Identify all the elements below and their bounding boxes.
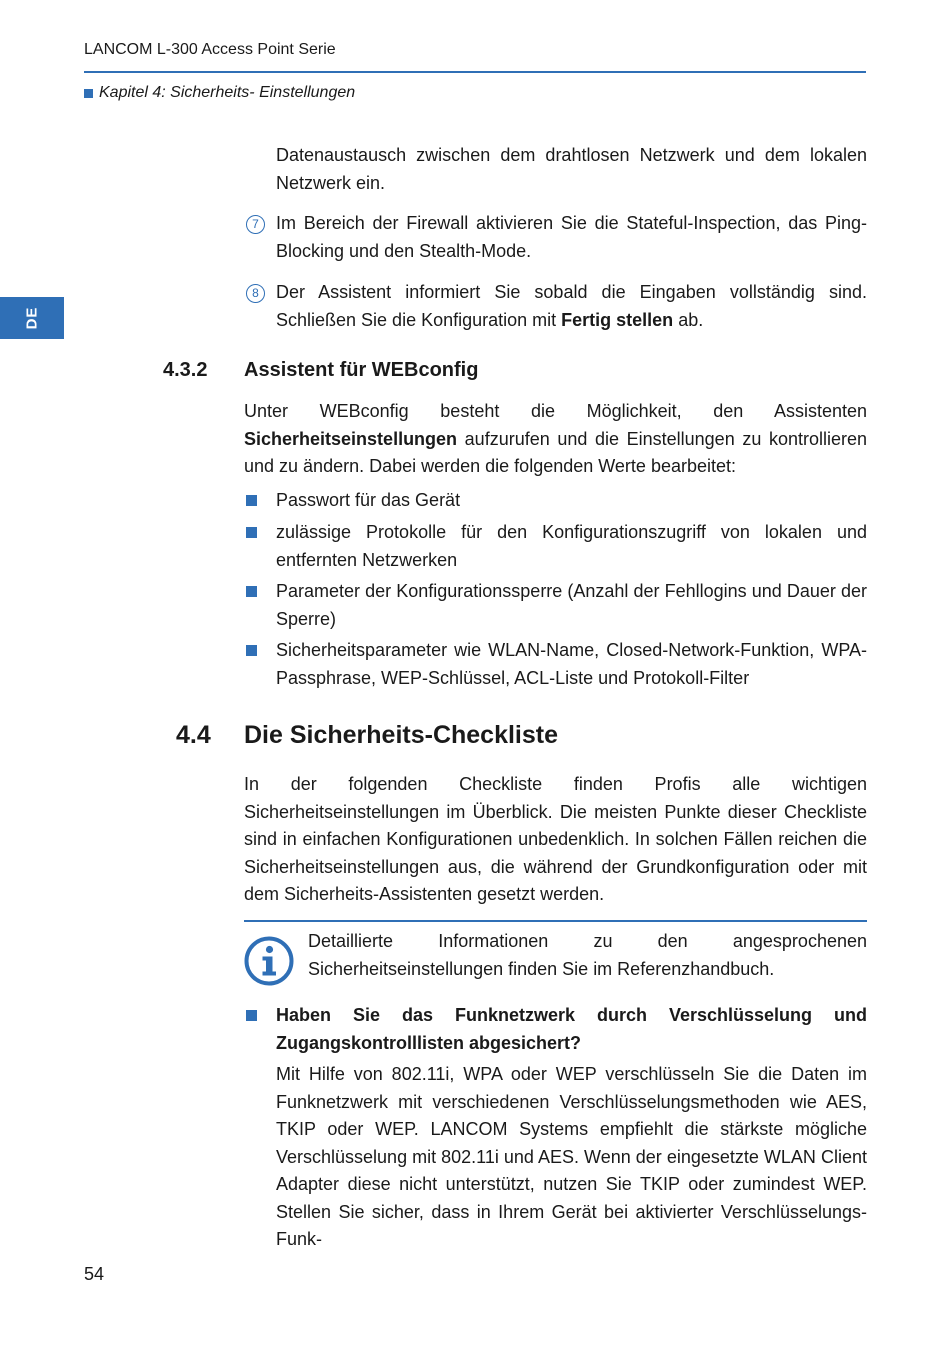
section-paragraph: In der folgenden Checkliste finden Profis alle wichtigen Sicherheitseinstellungen im Überblick. Die meisten Punkte dieser Checkliste sind in einfachen Konfigurationen unbedenklich. In solchen Fällen reichen die Sicherheitseinstellungen aus, die während der Grundkonfiguration oder mit dem Sicherheits-Assistenten gesetzt werden.: [244, 774, 867, 904]
step-text: [276, 279, 867, 334]
running-header-title: LANCOM L-300 Access Point Serie: [84, 41, 336, 58]
step-number: 7: [246, 215, 265, 234]
section-paragraph-post: aufzurufen und die Einstellungen zu kontrollieren und zu ändern. Dabei werden die folgenden Werte bearbeitet:: [244, 428, 867, 476]
info-icon: [244, 936, 294, 986]
checklist-question: Haben Sie das Funknetzwerk durch Verschlüsselung und Zugangskontrolllisten abgesichert?: [276, 1005, 867, 1053]
bullet-marker: [246, 1010, 257, 1021]
header-rule: [84, 71, 866, 73]
section-number: 4.3.2: [163, 359, 208, 381]
step-number: 8: [246, 284, 265, 303]
section-number: 4.4: [176, 721, 211, 749]
bullet-item: Passwort für das Gerät: [276, 490, 461, 510]
step-text-bold: Fertig stellen: [561, 309, 674, 330]
bullet-item: Parameter der Konfigurationssperre (Anzahl der Fehllogins und Dauer der Sperre): [276, 581, 867, 629]
section-title: Assistent für WEBconfig: [244, 359, 479, 381]
bullet-item: zulässige Protokolle für den Konfigurationszugriff von lokalen und entfernten Netzwerken: [276, 522, 867, 570]
language-tab-label: DE: [23, 306, 41, 330]
bullet-item: Sicherheitsparameter wie WLAN-Name, Closed-Network-Funktion, WPA-Passphrase, WEP-Schlüssel, ACL-Liste und Protokoll-Filter: [276, 640, 867, 688]
checklist-answer: Mit Hilfe von 802.11i, WPA oder WEP verschlüsseln Sie die Daten im Funknetzwerk mit verschiedenen Verschlüsselungsmethoden wie AES, TKIP oder WEP. LANCOM Systems empfiehlt die stärkste mögliche Verschlüsselung mit 802.11i und AES. Wenn der eingesetzte WLAN Client Adapter diese nicht unterstützt, nutzen Sie TKIP oder zumindest WEP. Stellen Sie sicher, dass in Ihrem Gerät bei aktivierter Verschlüsselungs-Funk-: [276, 1064, 867, 1249]
running-header-chapter: Kapitel 4: Sicherheits- Einstellungen: [99, 84, 356, 101]
section-title: Die Sicherheits-Checkliste: [244, 721, 559, 749]
step-text: Im Bereich der Firewall aktivieren Sie die Stateful-Inspection, das Ping-Blocking und den Stealth-Mode.: [276, 213, 867, 261]
chapter-marker: [84, 89, 93, 98]
section-paragraph-pre: Unter WEBconfig besteht die Möglichkeit, den Assistenten: [244, 401, 867, 421]
bullet-marker: [246, 645, 257, 656]
bullet-marker: [246, 527, 257, 538]
intro-continuation: Datenaustausch zwischen dem drahtlosen Netzwerk und dem lokalen Netzwerk ein.: [276, 145, 867, 193]
step-text-post: ab.: [673, 309, 704, 330]
section-paragraph-bold: Sicherheitseinstellungen: [244, 428, 458, 449]
language-tab: [0, 297, 64, 339]
note-rule: [244, 920, 867, 922]
section-paragraph: [244, 398, 867, 481]
bullet-marker: [246, 586, 257, 597]
step-text-pre: Der Assistent informiert Sie sobald die Eingaben vollständig sind. Schließen Sie die Konfiguration mit: [276, 282, 867, 330]
page-number: 54: [84, 1264, 105, 1284]
bullet-marker: [246, 495, 257, 506]
note-text: Detaillierte Informationen zu den angesprochenen Sicherheitseinstellungen finden Sie im Referenzhandbuch.: [308, 931, 867, 979]
